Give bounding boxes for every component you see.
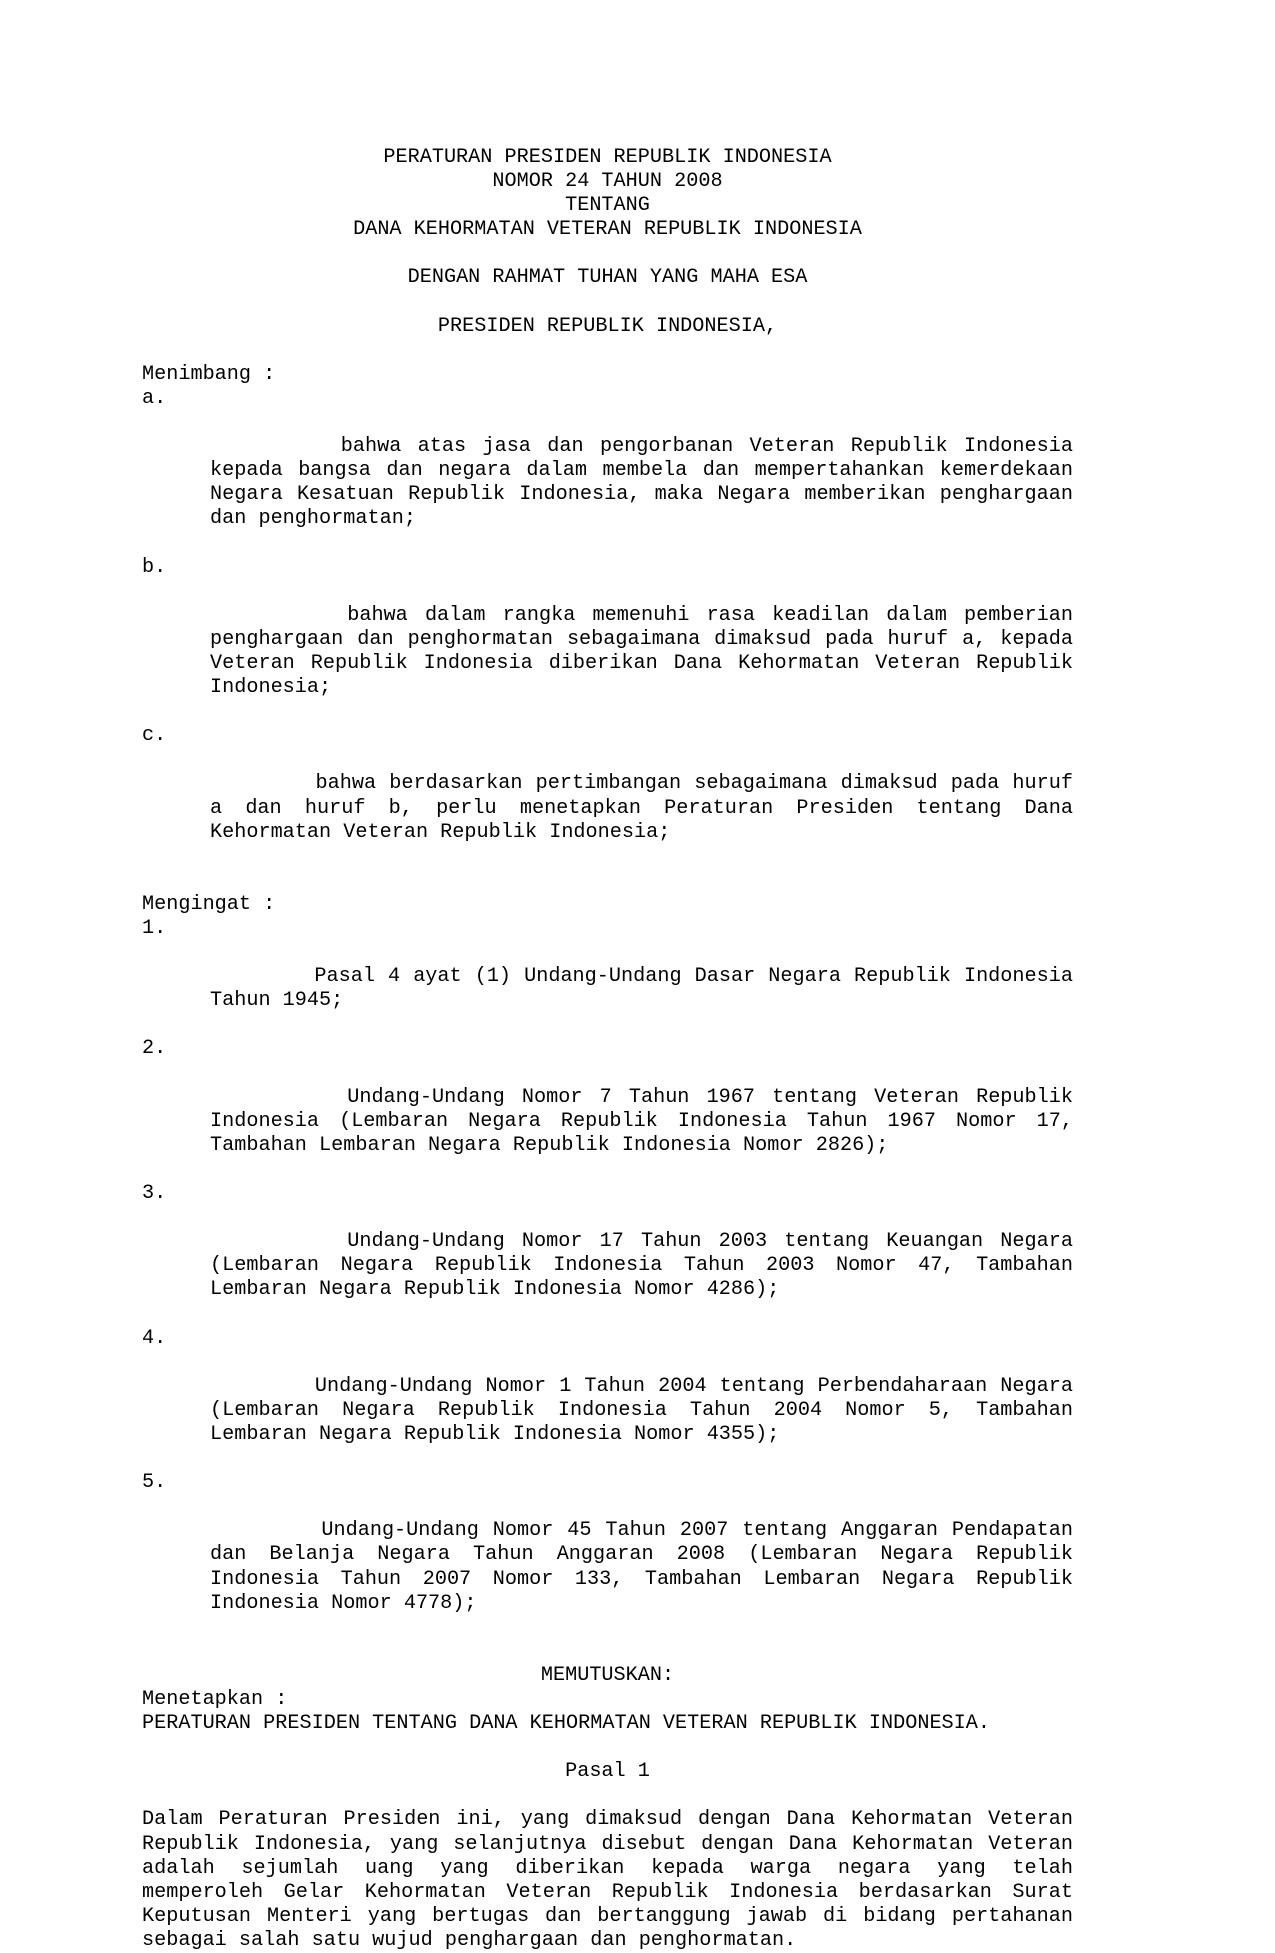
pasal-1-body: Dalam Peraturan Presiden ini, yang dimaksud dengan Dana Kehormatan Veteran Republik Indonesia, yang selanjutnya disebut dengan Dana Kehormatan Veteran adalah sejumlah uang yang diberikan kepada warga negara yang telah memperoleh Gelar Kehormatan Veteran Republik Indonesia berdasarkan Surat Keputusan Menteri yang bertugas dan bertanggung jawab di bidang pertahanan sebagai salah satu wujud penghargaan dan penghormatan.: [142, 1808, 1086, 1952]
menimbang-item: [142, 386, 1086, 556]
blessing-line: DENGAN RAHMAT TUHAN YANG MAHA ESA: [407, 266, 808, 290]
list-marker: 2.: [142, 1037, 167, 1061]
mengingat-label: Mengingat :: [142, 892, 276, 916]
spacer: [142, 291, 1073, 315]
list-marker: 1.: [142, 917, 167, 940]
spacer: [142, 869, 1073, 893]
spacer: [142, 1784, 1073, 1808]
regulation-type-line: PERATURAN PRESIDEN REPUBLIK INDONESIA: [383, 146, 832, 169]
list-item-text: Undang-Undang Nomor 1 Tahun 2004 tentang Perbendaharaan Negara (Lembaran Negara Republik Indonesia Tahun 2004 Nomor 5, Tambahan Lembaran Negara Republik Indonesia Nomor 4355);: [210, 1374, 1086, 1446]
list-item-text: bahwa atas jasa dan pengorbanan Veteran Republik Indonesia kepada bangsa dan negara dalam membela dan mempertahankan kemerdekaan Negara Kesatuan Republik Indonesia, maka Negara memberikan penghargaan dan penghormatan;: [210, 435, 1086, 531]
list-marker: a.: [142, 386, 167, 410]
document-content: [142, 146, 1086, 1953]
menimbang-list: [142, 386, 1086, 869]
document-header: [142, 146, 1073, 242]
spacer: [142, 1640, 1073, 1664]
list-item-text: Pasal 4 ayat (1) Undang-Undang Dasar Negara Republik Indonesia Tahun 1945;: [210, 965, 1086, 1013]
list-marker: 3.: [142, 1182, 167, 1206]
mengingat-item: [142, 1182, 1086, 1327]
menetapkan-label: Menetapkan :: [142, 1688, 288, 1711]
list-item-text: Undang-Undang Nomor 45 Tahun 2007 tentang Anggaran Pendapatan dan Belanja Negara Tahun Anggaran 2008 (Lembaran Negara Republik Indonesia Tahun 2007 Nomor 133, Tambahan Lembaran Negara Republik Indonesia Nomor 4778);: [210, 1519, 1086, 1615]
list-marker: c.: [142, 724, 167, 748]
list-marker: 5.: [142, 1471, 167, 1495]
mengingat-item: [142, 1037, 1086, 1182]
list-marker: 4.: [142, 1326, 167, 1350]
list-item-text: Undang-Undang Nomor 17 Tahun 2003 tentang Keuangan Negara (Lembaran Negara Republik Indonesia Tahun 2003 Nomor 47, Tambahan Lembaran Negara Republik Indonesia Nomor 4286);: [210, 1230, 1086, 1302]
spacer: [142, 242, 1073, 266]
regulation-subject-line: DANA KEHORMATAN VETERAN REPUBLIK INDONESIA: [353, 218, 862, 242]
list-item-text: bahwa berdasarkan pertimbangan sebagaimana dimaksud pada huruf a dan huruf b, perlu menetapkan Peraturan Presiden tentang Dana Kehormatan Veteran Republik Indonesia;: [210, 772, 1086, 844]
menimbang-item: [142, 724, 1086, 869]
mengingat-item: [142, 917, 1086, 1037]
spacer: [142, 339, 1073, 363]
mengingat-list: [142, 917, 1086, 1640]
memutuskan-heading: MEMUTUSKAN:: [540, 1663, 675, 1687]
mengingat-item: [142, 1326, 1086, 1472]
list-item-text: Undang-Undang Nomor 7 Tahun 1967 tentang Veteran Republik Indonesia (Lembaran Negara Republik Indonesia Tahun 1967 Nomor 17, Tambahan Lembaran Negara Republik Indonesia Nomor 2826);: [210, 1085, 1086, 1157]
spacer: [142, 1736, 1073, 1760]
menetapkan-text: PERATURAN PRESIDEN TENTANG DANA KEHORMATAN VETERAN REPUBLIK INDONESIA.: [142, 1712, 991, 1736]
issuer-line: PRESIDEN REPUBLIK INDONESIA,: [437, 314, 778, 338]
list-item-text: bahwa dalam rangka memenuhi rasa keadilan dalam pemberian penghargaan dan penghormatan sebagaimana dimaksud pada huruf a, kepada Veteran Republik Indonesia diberikan Dana Kehormatan Veteran Republik Indonesia;: [210, 603, 1086, 700]
menimbang-label: Menimbang :: [142, 362, 276, 386]
regulation-number-line: NOMOR 24 TAHUN 2008: [492, 170, 723, 194]
mengingat-item: [142, 1471, 1086, 1640]
pasal-1-heading: Pasal 1: [565, 1760, 650, 1784]
menimbang-item: [142, 555, 1086, 725]
list-marker: b.: [142, 555, 167, 579]
regulation-about-label: TENTANG: [565, 194, 650, 218]
